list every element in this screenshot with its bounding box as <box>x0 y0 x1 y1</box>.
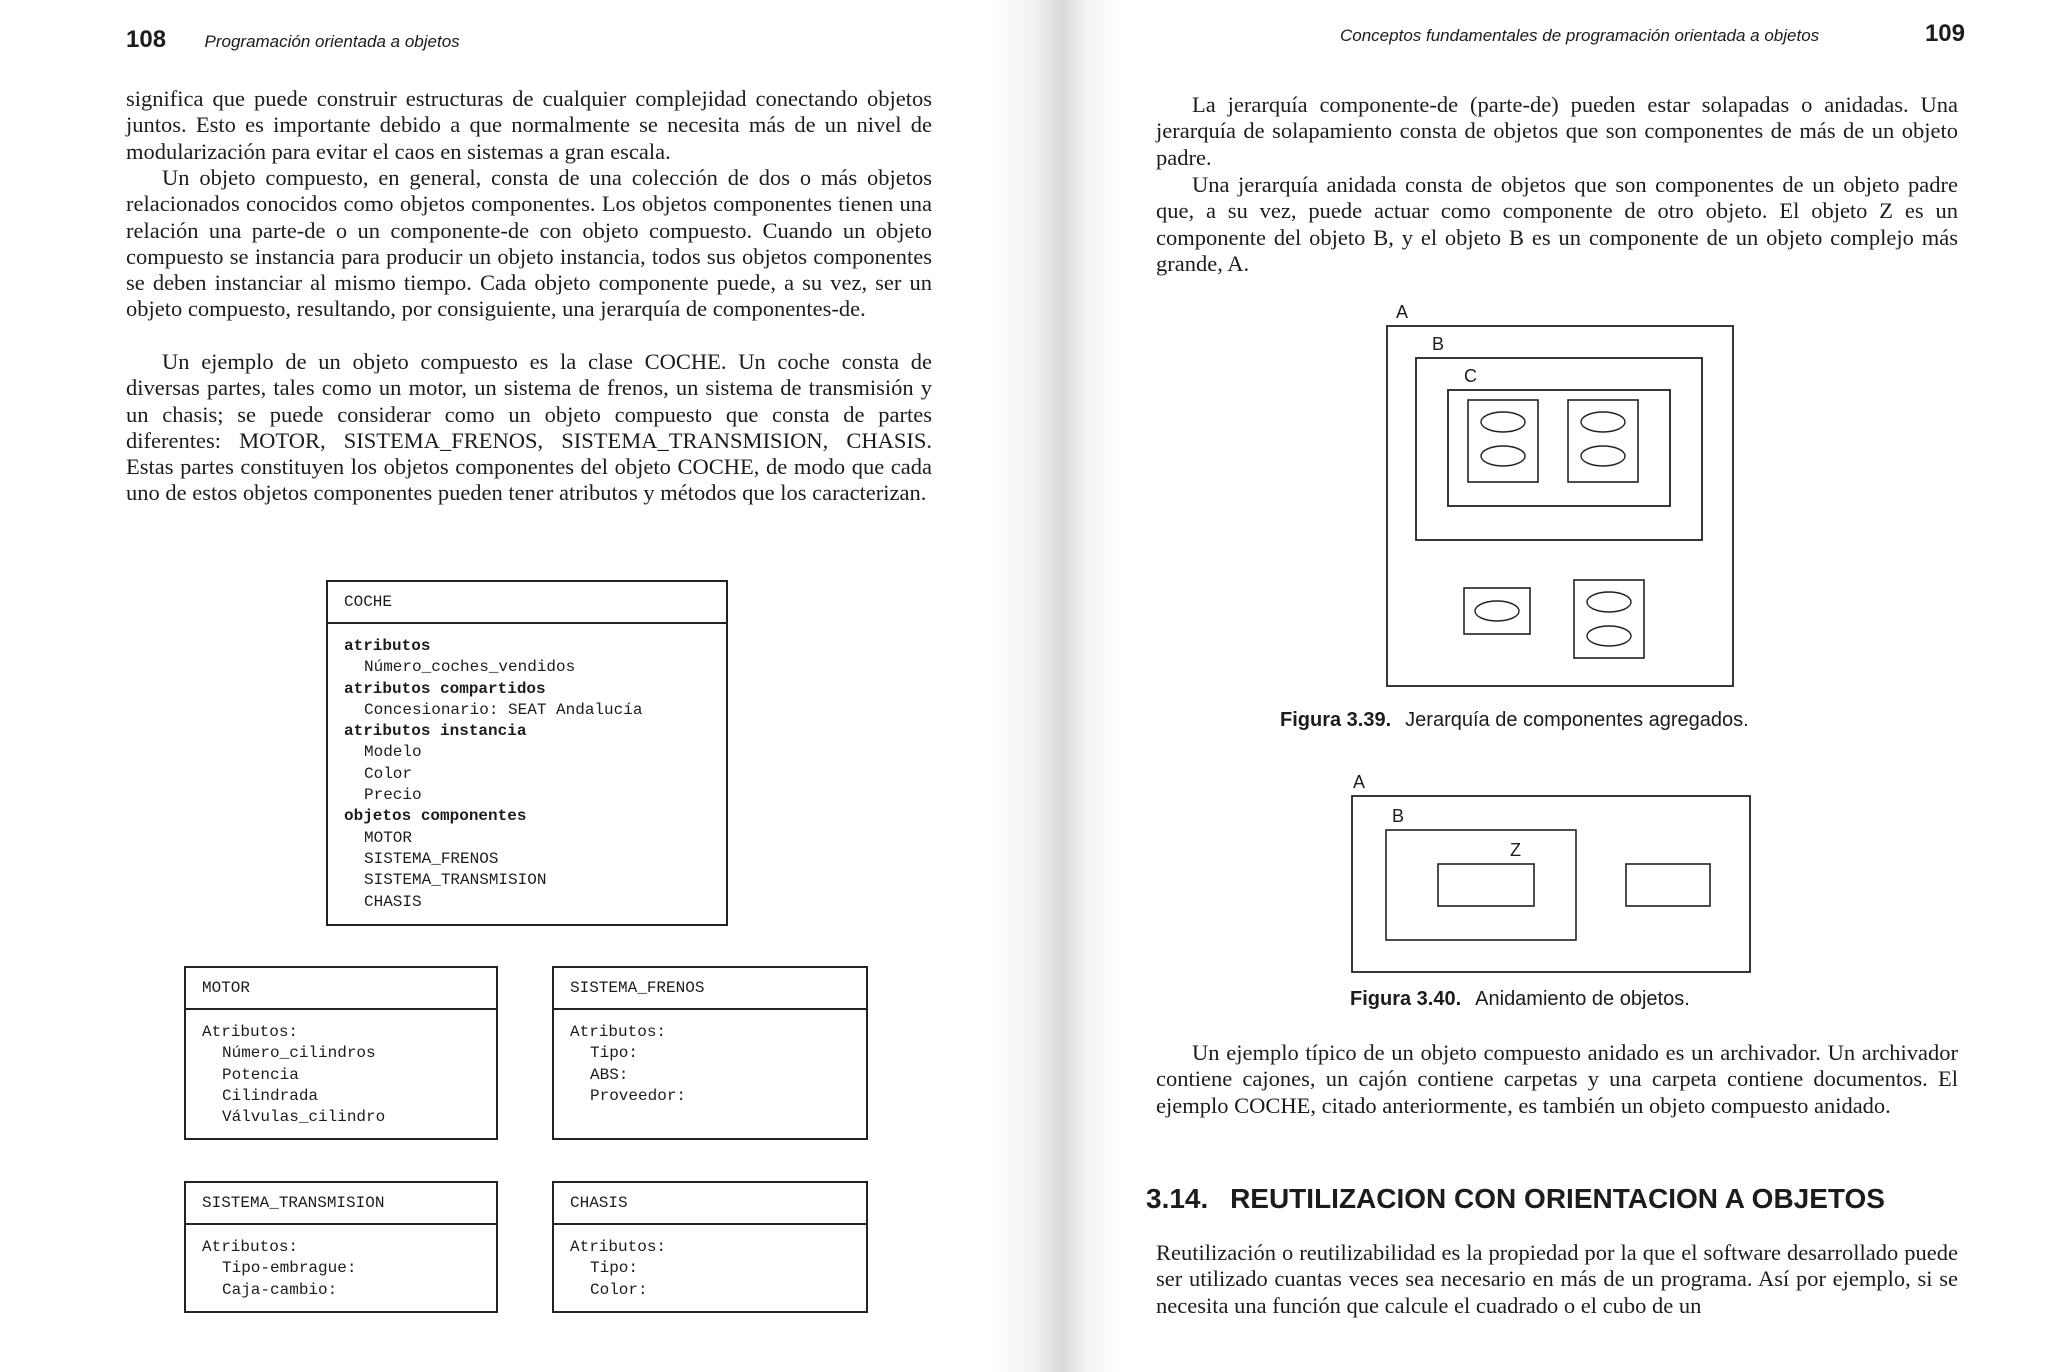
fig40-caption-number: Figura 3.40. <box>1350 988 1462 1010</box>
frenos-box-title: SISTEMA_FRENOS <box>554 968 866 1010</box>
coche-item: Color <box>364 764 413 783</box>
coche-item: MOTOR <box>364 828 413 847</box>
right-paragraph-4: Reutilización o reutilizabilidad es la propiedad por la que el software desarrollado puede ser utilizado cuantas veces sea necesario en más de un programa. Así por ejemplo, si se necesita una función que calcule el cuadrado o el cubo de un <box>1156 1240 1958 1318</box>
fig40-label-a: A <box>1353 772 1366 792</box>
coche-class-box <box>326 580 728 926</box>
chasis-box-title: CHASIS <box>554 1183 866 1225</box>
coche-item: CHASIS <box>364 892 422 911</box>
frenos-box-body <box>554 1010 866 1119</box>
coche-item: SISTEMA_TRANSMISION <box>364 871 547 890</box>
fig40-box-a <box>1352 796 1750 972</box>
left-paragraph-3: Un ejemplo de un objeto compuesto es la clase COCHE. Un coche consta de diversas partes, tales como un motor, un sistema de frenos, un sistema de transmisión y un chasis; se puede considerar como un objeto compuesto que consta de partes diferentes: MOTOR, SISTEMA_FRENOS, SISTEMA_TRANSMISION, CHASIS. Estas partes constituyen los objetos componentes del objeto COCHE, de modo que cada uno de estos objetos componentes pueden tener atributos y métodos que los caracterizan. <box>126 349 932 506</box>
fig40-box-b <box>1386 830 1576 940</box>
attribute-item: Proveedor: <box>590 1086 687 1105</box>
fig39-object <box>1481 412 1525 432</box>
fig39-object <box>1581 412 1625 432</box>
fig40-label-z: Z <box>1510 840 1521 860</box>
attributes-label: Atributos: <box>202 1238 299 1256</box>
section-number: 3.14. <box>1146 1183 1209 1214</box>
chasis-box-body <box>554 1225 866 1313</box>
attribute-item: ABS: <box>590 1065 629 1084</box>
sistema-transmision-class-box <box>184 1181 498 1313</box>
fig39-box-c <box>1448 390 1670 506</box>
right-paragraph-1: La jerarquía componente-de (parte-de) pueden estar solapadas o anidadas. Una jerarquía de solapamiento consta de objetos que son componentes de más de un objeto padre. <box>1156 92 1958 170</box>
coche-box-title: COCHE <box>328 582 726 624</box>
fig40-caption-text: Anidamiento de objetos. <box>1475 988 1690 1010</box>
left-paragraph-2: Un objeto compuesto, en general, consta de una colección de dos o más objetos relacionados conocidos como objetos componentes. Los objetos componentes tienen una relación una parte-de o un componente-de con objeto compuesto. Cuando un objeto compuesto se instancia para producir un objeto instancia, todos sus objetos componentes se deben instanciar al mismo tiempo. Cada objeto componente puede, a su vez, ser un objeto compuesto, resultando, por consiguiente, una jerarquía de componentes-de. <box>126 165 932 322</box>
fig39-object <box>1581 446 1625 466</box>
sistema-frenos-class-box <box>552 966 868 1140</box>
coche-item: SISTEMA_FRENOS <box>364 849 499 868</box>
chasis-class-box <box>552 1181 868 1313</box>
attribute-item: Tipo-embrague: <box>222 1259 357 1278</box>
fig39-caption-text: Jerarquía de componentes agregados. <box>1405 709 1749 731</box>
fig39-component <box>1464 588 1530 634</box>
attribute-item: Color: <box>590 1280 648 1299</box>
fig39-box-b <box>1416 358 1702 540</box>
coche-section-heading: atributos compartidos <box>344 679 546 698</box>
attribute-item: Caja-cambio: <box>222 1280 338 1299</box>
attributes-label: Atributos: <box>202 1023 299 1041</box>
motor-box-title: MOTOR <box>186 968 496 1010</box>
right-page <box>1010 0 2048 1372</box>
coche-section-heading: atributos <box>344 637 431 655</box>
fig39-label-a: A <box>1396 302 1409 322</box>
attribute-item: Número_cilindros <box>222 1044 376 1063</box>
motor-box-body <box>186 1010 496 1140</box>
coche-item: Concesionario: SEAT Andalucía <box>364 700 643 719</box>
right-paragraph-2: Una jerarquía anidada consta de objetos que son componentes de un objeto padre que, a su vez, puede actuar como componente de otro objeto. El objeto Z es un componente del objeto B, y el objeto B es un componente de un objeto complejo más grande, A. <box>1156 172 1958 276</box>
motor-class-box <box>184 966 498 1140</box>
left-header <box>126 26 460 54</box>
fig39-object <box>1587 592 1631 612</box>
left-paragraph-1: significa que puede construir estructuras de cualquier complejidad conectando objetos juntos. Esto es importante debido a que normalmente se necesita más de un nivel de modularización para evitar el caos en sistemas a gran escala. <box>126 86 932 164</box>
coche-section-heading: atributos instancia <box>344 722 527 741</box>
attribute-item: Potencia <box>222 1065 299 1084</box>
coche-item: Modelo <box>364 743 422 762</box>
attributes-label: Atributos: <box>570 1238 667 1256</box>
attribute-item: Tipo: <box>590 1044 639 1063</box>
fig39-object <box>1587 626 1631 646</box>
fig39-label-b: B <box>1432 334 1445 354</box>
fig39-object <box>1475 601 1519 621</box>
transmision-box-body <box>186 1225 496 1313</box>
fig40-label-b: B <box>1392 806 1405 826</box>
attribute-item: Tipo: <box>590 1259 639 1278</box>
fig39-label-c: C <box>1464 366 1477 386</box>
transmision-box-title: SISTEMA_TRANSMISION <box>186 1183 496 1225</box>
right-page-number: 109 <box>1924 20 1965 47</box>
coche-box-body <box>328 624 726 925</box>
attribute-item: Cilindrada <box>222 1086 319 1105</box>
left-header-title: Programación orientada a objetos <box>204 32 460 51</box>
coche-section-heading: objetos componentes <box>344 807 527 826</box>
coche-item: Precio <box>364 786 422 805</box>
left-page <box>0 0 1010 1372</box>
fig39-object <box>1481 446 1525 466</box>
attribute-item: Válvulas_cilindro <box>222 1108 386 1127</box>
section-heading <box>1146 1183 1885 1215</box>
figure-3-40-caption <box>1350 988 1690 1011</box>
fig40-box-z <box>1438 864 1534 906</box>
attributes-label: Atributos: <box>570 1023 667 1041</box>
right-header <box>1340 20 1965 47</box>
coche-item: Número_coches_vendidos <box>364 658 576 677</box>
section-title: REUTILIZACION CON ORIENTACION A OBJETOS <box>1230 1183 1885 1214</box>
figure-3-40 <box>1350 768 1770 978</box>
fig40-sibling-object <box>1626 864 1710 906</box>
figure-3-39 <box>1370 298 1750 698</box>
right-paragraph-3: Un ejemplo típico de un objeto compuesto anidado es un archivador. Un archivador contiene cajones, un cajón contiene carpetas y una carpeta contiene documentos. El ejemplo COCHE, citado anteriormente, es también un objeto compuesto anidado. <box>1156 1040 1958 1118</box>
right-header-title: Conceptos fundamentales de programación orientada a objetos <box>1340 26 1820 45</box>
left-page-number: 108 <box>126 26 167 53</box>
figure-3-39-caption <box>1280 709 1749 732</box>
fig39-caption-number: Figura 3.39. <box>1280 709 1392 731</box>
